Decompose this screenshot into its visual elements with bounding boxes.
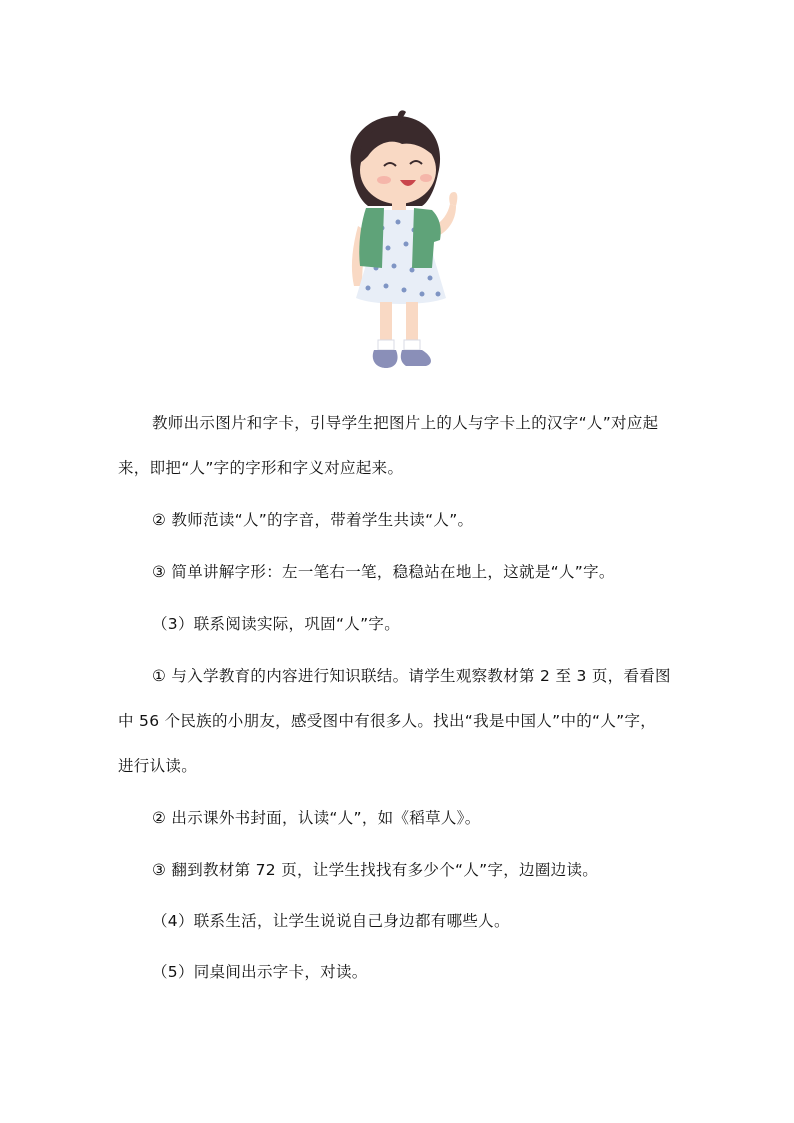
paragraph-line: 教师出示图片和字卡，引导学生把图片上的人与字卡上的汉字“人”对应起 (152, 414, 659, 432)
paragraph-line: 来，即把“人”字的字形和字义对应起来。 (118, 459, 404, 477)
paragraph-line: ③ 简单讲解字形：左一笔右一笔，稳稳站在地上，这就是“人”字。 (152, 563, 615, 581)
paragraph-line: ② 教师范读“人”的字音，带着学生共读“人”。 (152, 511, 474, 529)
paragraph-line: 中 56 个民族的小朋友，感受图中有很多人。找出“我是中国人”中的“人”字， (118, 712, 657, 730)
paragraph-line: （4）联系生活，让学生说说自己身边都有哪些人。 (152, 912, 510, 930)
girl-pointing-illustration-icon (322, 108, 470, 378)
paragraph-line: （5）同桌间出示字卡，对读。 (152, 963, 368, 981)
girl-illustration-svg (322, 108, 470, 378)
paragraph-line: ① 与入学教育的内容进行知识联结。请学生观察教材第 2 至 3 页，看看图 (152, 667, 671, 685)
lesson-text (118, 401, 678, 995)
paragraph-line: ② 出示课外书封面，认读“人”，如《稻草人》。 (152, 809, 481, 827)
paragraph-line: （3）联系阅读实际，巩固“人”字。 (152, 615, 401, 633)
paragraph-line: ③ 翻到教材第 72 页，让学生找找有多少个“人”字，边圈边读。 (152, 861, 599, 879)
paragraph-line: 进行认读。 (118, 757, 198, 775)
